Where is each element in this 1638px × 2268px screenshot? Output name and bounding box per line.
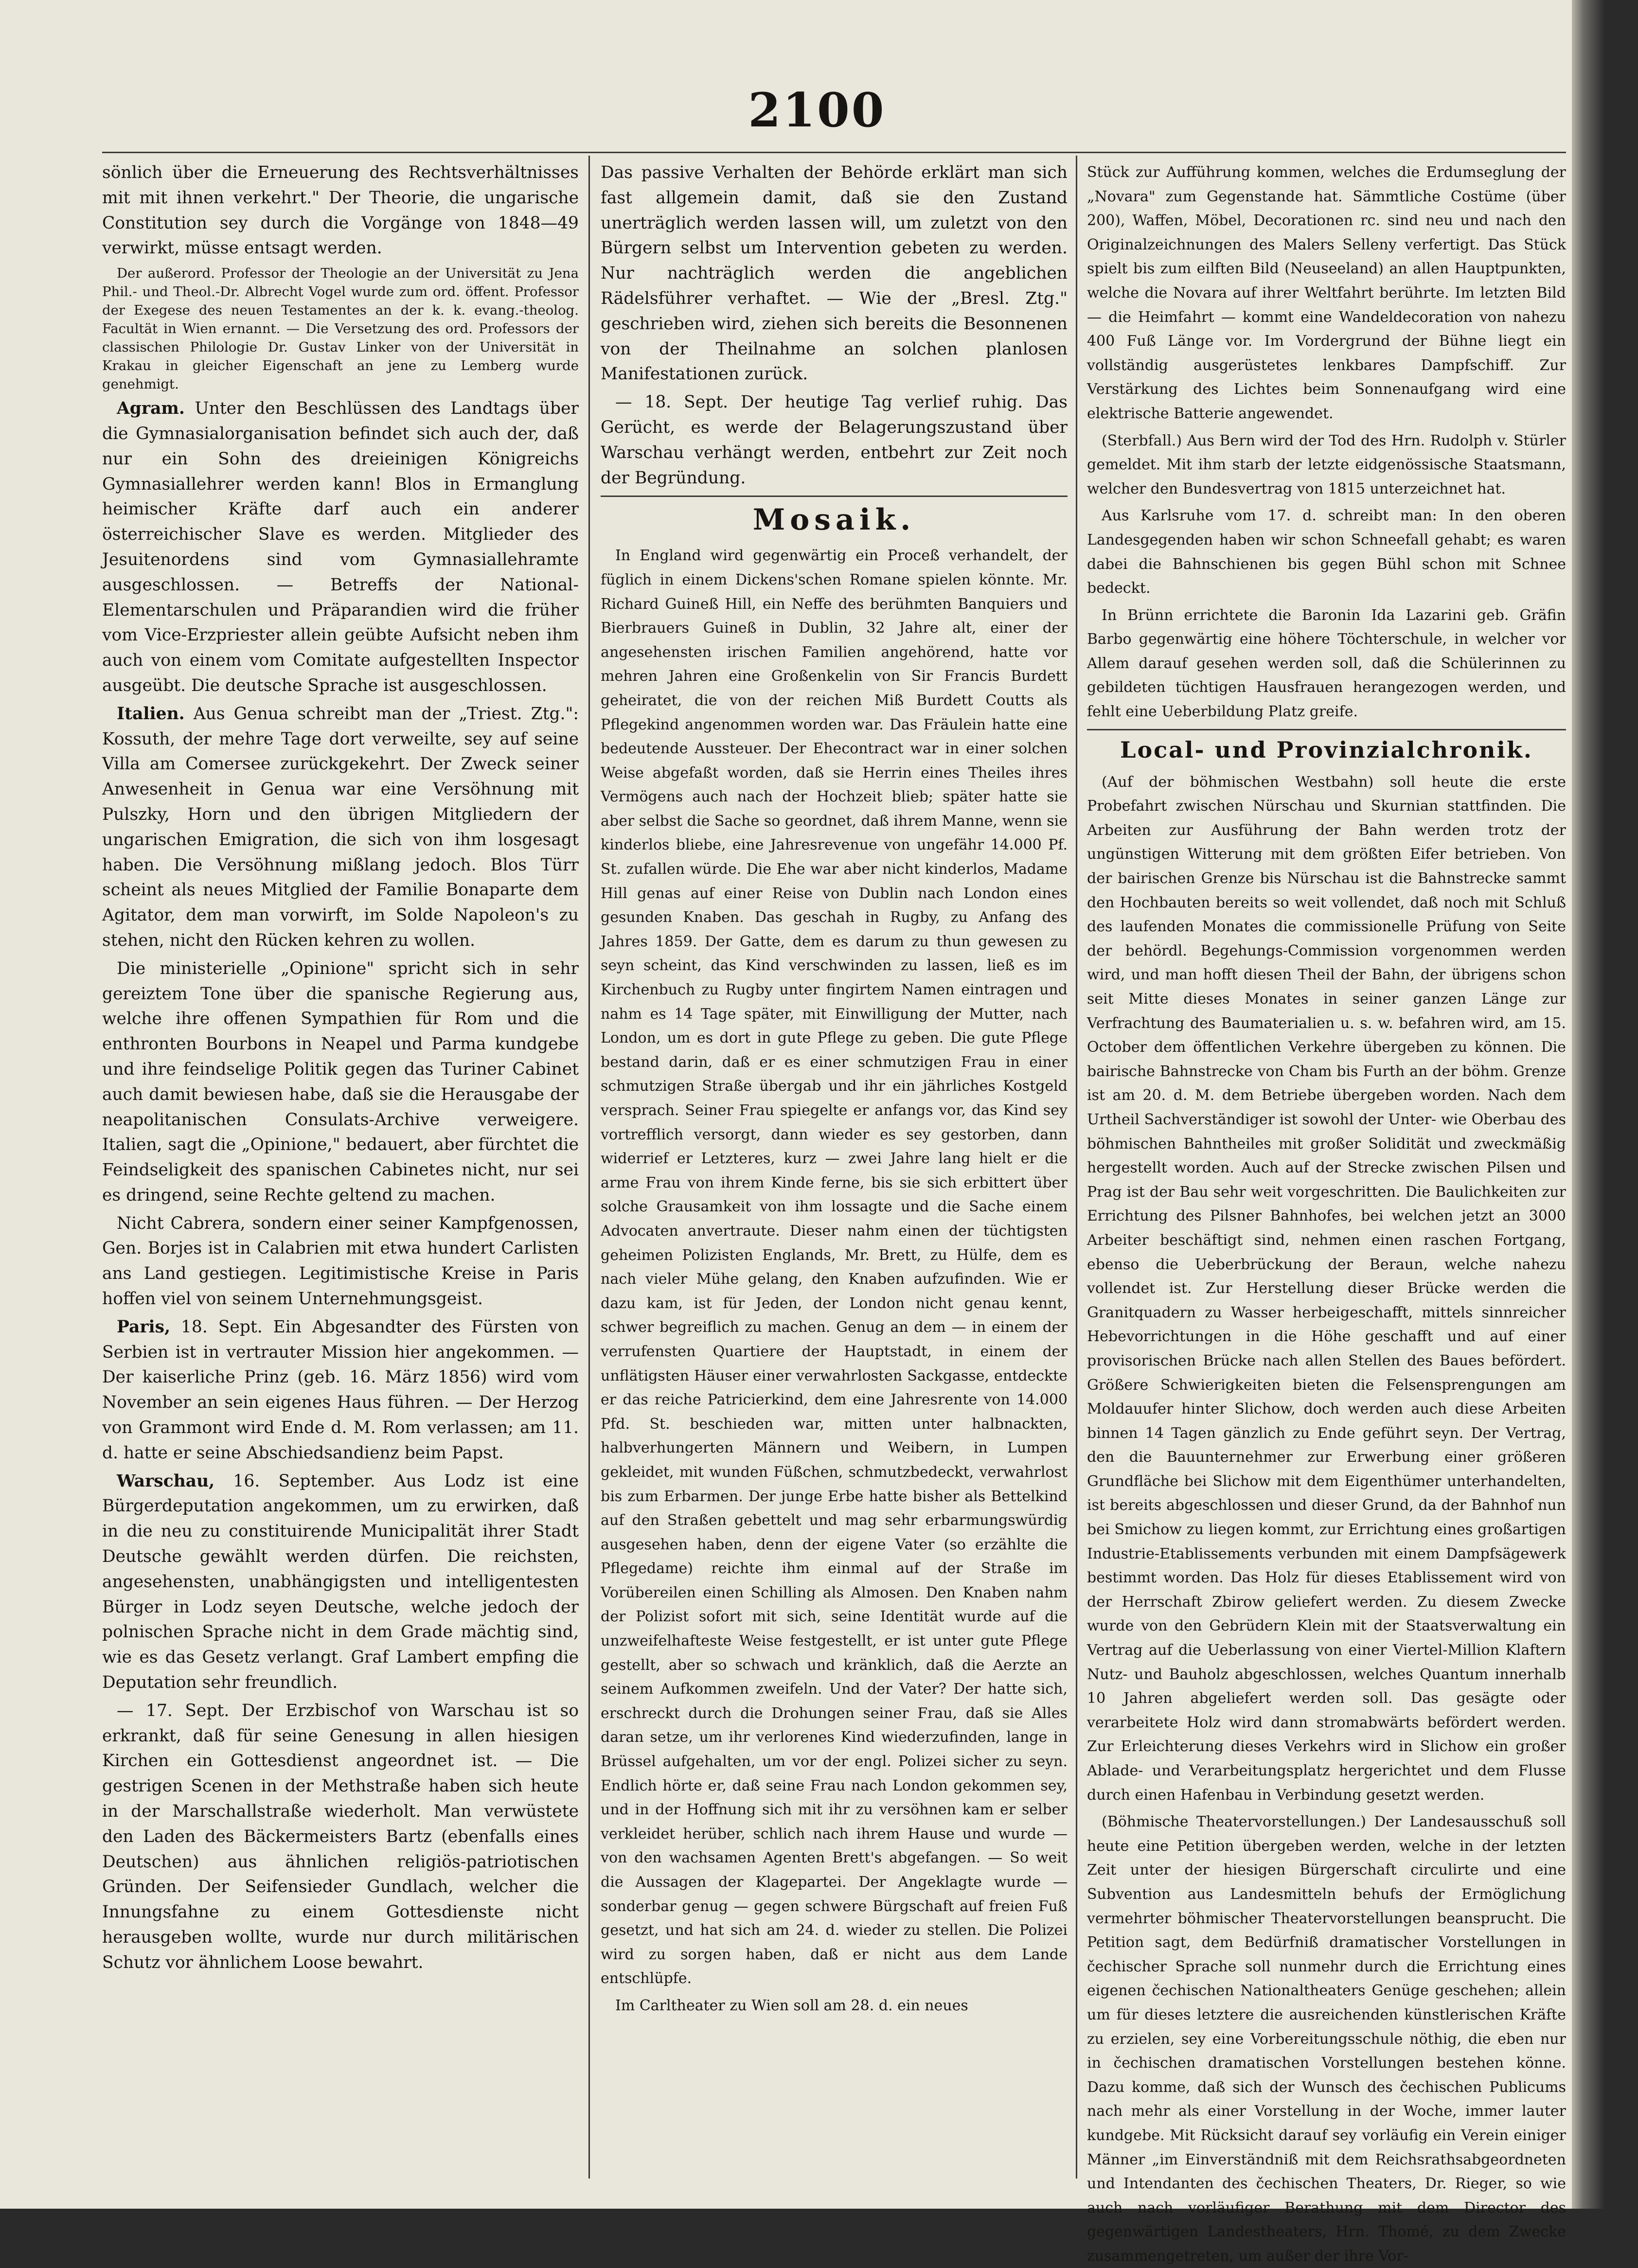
article-paragraph (102, 1315, 579, 1466)
paragraph-text: Nicht Cabrera, sondern einer seiner Kampfgenossen, Gen. Borjes ist in Calabrien mit etwa hundert Carlisten ans Land gestiegen. Legitimistische Kreise in Paris hoffen viel von seinem Unternehmungsgeist. (102, 1213, 579, 1309)
paragraph-text: Der außerord. Professor der Theologie an der Universität zu Jena Phil.- und Theol.-Dr. Albrecht Vogel wurde zum ord. öffent. Professor der Exegese des neuen Testamentes an der k. k. evang.-theolog. Facultät in Wien ernannt. — Die Versetzung des ord. Professors der classischen Philologie Dr. Gustav Linker von der Universität in Krakau in gleicher Eigenschaft an jene zu Lemberg wurde genehmigt. (102, 266, 579, 392)
paragraph-text: 16. September. Aus Lodz ist eine Bürgerdeputation angekommen, um zu erwirken, daß in die neu zu constituirende Municipalität ihrer Stadt Deutsche gewählt werden dürfen. Die reichsten, angesehensten, unabhängigsten und intelligentesten Bürger in Lodz seyen Deutsche, welche jedoch der polnischen Sprache nicht in dem Grade mächtig sind, wie es das Gesetz verlangt. Graf Lambert empfing die Deputation sehr freundlich. (102, 1471, 579, 1693)
article-paragraph (102, 264, 579, 393)
paragraph-text: In Brünn errichtete die Baronin Ida Lazarini geb. Gräfin Barbo gegenwärtig eine höhere Töchterschule, in welcher vor Allem darauf gesehen werden soll, daß die Schülerinnen zu gebildeten tüchtigen Hausfrauen herangezogen werden, und fehlt eine Ueberbildung Platz greife. (1087, 606, 1566, 721)
section-heading-local-chronicle: Local- und Provinzialchronik. (1087, 729, 1566, 767)
column-rule-right (1076, 156, 1077, 2179)
paragraph-text: Unter den Beschlüssen des Landtags über die Gymnasialorganisation befindet sich auch der, daß nur ein Sohn des dreieinigen Königreichs Gymnasiallehrer werden kann! Blos in Ermanglung heimischer Kräfte darf auch ein anderer österreichischer Slave es werden. Mitglieder des Jesuitenordens sind vom Gymnasiallehramte ausgeschlossen. — Betreffs der National-Elementarschulen und Präparandien wird die früher vom Vice-Erzpriester allein geübte Aufsicht neben ihm auch von einem vom Comitate aufgestellten Inspector ausgeübt. Die deutsche Sprache ist ausgeschlossen. (102, 399, 579, 695)
dateline: Italien. (117, 704, 185, 724)
paragraph-text: (Sterbfall.) Aus Bern wird der Tod des Hrn. Rudolph v. Stürler gemeldet. Mit ihm starb der letzte eidgenössische Staatsmann, welcher den Bundesvertrag von 1815 unterzeichnet hat. (1087, 432, 1566, 497)
column-3-chronicle-body (1087, 770, 1566, 2268)
column-3-top (1087, 160, 1566, 724)
article-paragraph (601, 1994, 1068, 2018)
column-1 (102, 160, 579, 2179)
article-paragraph (601, 390, 1068, 491)
dateline: Paris, (117, 1317, 171, 1337)
article-paragraph (1087, 770, 1566, 1807)
paragraph-text: Stück zur Aufführung kommen, welches die Erdumseglung der „Novara" zum Gegenstande hat. Sämmtliche Costüme (über 200), Waffen, Möbel, Decorationen rc. sind neu und nach den Originalzeichnungen des Malers Selleny verfertigt. Das Stück spielt bis zum eilften Bild (Neuseeland) an allen Hauptpunkten, welche die Novara auf ihrer Weltfahrt berührte. Im letzten Bild — die Heimfahrt — kommt eine Wandeldecoration von nahezu 400 Fuß Länge vor. Im Vordergrund der Bühne liegt ein vollständig ausgerüstetes lenkbares Dampfschiff. Zur Verstärkung des Lichtes beim Sonnenaufgang wird eine elektrische Batterie angewendet. (1087, 164, 1566, 422)
paragraph-text: Das passive Verhalten der Behörde erklärt man sich fast allgemein damit, daß sie den Zustand unerträglich werden lassen will, um zuletzt von den Bürgern selbst um Intervention gebeten zu werden. Nur nachträglich werden die angeblichen Rädelsführer verhaftet. — Wie der „Bresl. Ztg." geschrieben wird, ziehen sich bereits die Besonnenen von der Theilnahme an solchen planlosen Manifestationen zurück. (601, 163, 1068, 384)
paragraph-text: Die ministerielle „Opinione" spricht sich in sehr gereiztem Tone über die spanische Regierung aus, welche ihre offenen Sympathien für Rom und die enthronten Bourbons in Neapel und Parma kundgebe und ihre feindselige Politik gegen das Turiner Cabinet auch damit bewiesen habe, daß sie die Herausgabe der neapolitanischen Consulats-Archive verweigere. Italien, sagt die „Opinione," bedauert, aber fürchtet die Feindseligkeit des spanischen Cabinetes nicht, nur sei es dringend, seine Rechte geltend zu machen. (102, 958, 579, 1205)
paragraph-text: — 18. Sept. Der heutige Tag verlief ruhig. Das Gerücht, es werde der Belagerungszustand über Warschau verhängt werden, entbehrt zur Zeit noch der Begründung. (601, 392, 1068, 488)
article-paragraph (102, 957, 579, 1208)
dateline: Warschau, (117, 1471, 215, 1491)
article-paragraph (1087, 504, 1566, 600)
paragraph-text: Aus Genua schreibt man der „Triest. Ztg.": Kossuth, der mehre Tage dort verweilte, sey auf seine Villa am Comersee zurückgekehrt. Der Zweck seiner Anwesenheit in Genua war eine Versöhnung mit Pulszky, Horn und den übrigen Mitgliedern der ungarischen Emigration, die sich von ihm losgesagt haben. Die Versöhnung mißlang jedoch. Blos Türr scheint als neues Mitglied der Familie Bonaparte dem Agitator, dem man vorwirft, im Solde Napoleon's zu stehen, nicht den Rücken kehren zu wollen. (102, 704, 579, 950)
page-number: 2100 (748, 83, 886, 138)
column-2 (601, 160, 1068, 2179)
article-paragraph (601, 544, 1068, 1991)
column-2-mosaik-body (601, 544, 1068, 2018)
paragraph-text: (Auf der böhmischen Westbahn) soll heute die erste Probefahrt zwischen Nürschau und Skurnian stattfinden. Die Arbeiten zur Ausführung der Bahn werden trotz der ungünstigen Witterung mit dem größten Eifer betrieben. Von der bairischen Grenze bis Nürschau ist die Bahnstrecke sammt den Hochbauten bereits so weit vollendet, daß noch mit Schluß des laufenden Monates die commissionelle Prüfung von Seite der behördl. Begehungs-Commission vorgenommen werden wird, und man hofft diesen Theil der Bahn, der übrigens schon seit Mitte dieses Monates in seiner ganzen Länge zur Verfrachtung des Baumaterialien u. s. w. befahren wird, am 15. October dem öffentlichen Verkehre übergeben zu können. Die bairische Bahnstrecke von Cham bis Furth an der böhm. Grenze ist am 20. d. M. dem Betriebe übergeben worden. Nach dem Urtheil Sachverständiger ist sowohl der Unter- wie Oberbau des böhmischen Bahntheiles mit großer Solidität und zweckmäßig hergestellt worden. Auch auf der Strecke zwischen Pilsen und Prag ist der Bau sehr weit vorgeschritten. Die Baulichkeiten zur Errichtung des Pilsner Bahnhofes, bei welchen jetzt an 3000 Arbeiter beschäftigt sind, nehmen einen raschen Fortgang, ebenso die Ueberbrückung der Beraun, welche nahezu vollendet ist. Zur Herstellung dieser Brücke werden die Granitquadern zu Wasser herbeigeschafft, mittels sinnreicher Hebevorrichtungen in die Höhe geschafft und auf einer provisorischen Brücke nach allen Stellen des Baues befördert. Größere Schwierigkeiten bieten die Felsensprengungen am Moldauufer hinter Slichow, doch werden auch diese Arbeiten binnen 14 Tagen gänzlich zu Ende geführt seyn. Der Vertrag, den die Bauunternehmer zur Erwerbung einer größeren Grundfläche bei Slichow mit dem Eigenthümer unterhandelten, ist bereits abgeschlossen und dieser Grund, da der Bahnhof nun bei Smichow zu liegen kommt, zur Errichtung eines großartigen Industrie-Etablissements verbunden mit einem Dampfsägewerk bestimmt worden. Das Holz für dieses Etablissement wird von der Herrschaft Zbirow geliefert werden. Zu diesem Zwecke wurde von den Gebrüdern Klein mit der Staatsverwaltung ein Vertrag auf die Ueberlassung von einer Viertel-Million Klaftern Nutz- und Bauholz abgeschlossen, welches Quantum innerhalb 10 Jahren abgeliefert werden soll. Das gesägte oder verarbeitete Holz wird dann stromabwärts befördert werden. Zur Erleichterung dieses Verkehrs wird in Slichow ein großer Ablade- und Verarbeitungsplatz hergerichtet und dem Flusse durch einen Hafenbau in Verbindung gesetzt werden. (1087, 773, 1566, 1804)
paragraph-text: — 17. Sept. Der Erzbischof von Warschau ist so erkrankt, daß für seine Genesung in allen hiesigen Kirchen ein Gottesdienst angeordnet ist. — Die gestrigen Scenen in der Methstraße haben sich heute in der Marschallstraße wiederholt. Man verwüstete den Laden des Bäckermeisters Bartz (ebenfalls eines Deutschen) aus ähnlichen religiös-patriotischen Gründen. Der Seifensieder Gundlach, welcher die Innungsfahne zu einem Gottesdienste nicht herausgeben wollte, wurde nur durch militärischen Schutz vor ähnlichem Loose bewahrt. (102, 1701, 579, 1972)
article-paragraph (102, 160, 579, 261)
article-paragraph (102, 396, 579, 699)
column-rule-left (588, 156, 590, 2179)
page-edge-shadow (1572, 0, 1605, 2209)
article-paragraph (1087, 1810, 1566, 2268)
paragraph-text: In England wird gegenwärtig ein Proceß verhandelt, der füglich in einem Dickens'schen Romane spielen könnte. Mr. Richard Guineß Hill, ein Neffe des berühmten Banquiers und Bierbrauers Guineß in Dublin, 32 Jahre alt, einer der angesehensten irischen Familien angehörend, hatte vor mehren Jahren eine Großenkelin von Sir Francis Burdett geheiratet, die von der reichen Miß Burdett Coutts als Pflegekind angenommen worden war. Das Fräulein hatte eine bedeutende Aussteuer. Der Ehecontract war in einer solchen Weise abgefaßt worden, daß sie Herrin eines Theiles ihres Vermögens auch nach der Hochzeit blieb; später hatte sie aber selbst die Sache so geordnet, daß ihrem Manne, wenn sie kinderlos bliebe, eine Jahresrevenue von ungefähr 14.000 Pf. St. zufallen würde. Die Ehe war aber nicht kinderlos, Madame Hill genas auf einer Reise von Dublin nach London eines gesunden Knaben. Das geschah in Rugby, zu Anfang des Jahres 1859. Der Gatte, dem es darum zu thun gewesen zu seyn scheint, das Kind verschwinden zu lassen, ließ es im Kirchenbuch zu Rugby unter fingirtem Namen eintragen und nahm es 14 Tage später, mit Einwilligung der Mutter, nach London, um es dort in gute Pflege zu geben. Die gute Pflege bestand darin, daß er es einer schmutzigen Frau in einer schmutzigen Straße übergab und ihr ein jährliches Kostgeld versprach. Seiner Frau spiegelte er anfangs vor, das Kind sey vortrefflich versorgt, dann wieder es sey gestorben, dann widerrief er Letzteres, kurz — zwei Jahre lang hielt er die arme Frau von ihrem Kinde ferne, bis sie sich erbittert über solche Grausamkeit von ihm lossagte und die Sache einem Advocaten anvertraute. Dieser nahm einen der tüchtigsten geheimen Polizisten Englands, Mr. Brett, zu Hülfe, dem es nach vieler Mühe gelang, den Knaben aufzufinden. Wie er dazu kam, ist für Jeden, der London nicht genau kennt, schwer begreiflich zu machen. Genug an dem — in einem der verrufensten Quartiere der Hauptstadt, in einem der unflätigsten Häuser einer verwahrlosten Sackgasse, entdeckte er das reiche Patricierkind, dem eine Jahresrente von 14.000 Pfd. St. beschieden war, mitten unter halbnackten, halbverhungerten Männern und Weibern, in Lumpen gekleidet, mit wunden Füßchen, schmutzbedeckt, verwahrlost bis zum Erbarmen. Der junge Erbe hatte bisher als Bettelkind auf den Straßen gebettelt und mag sehr erbarmungswürdig ausgesehen haben, denn der eigene Vater (so erzählte die Pflegedame) reichte ihm einmal auf der Straße im Vorübereilen einen Schilling als Almosen. Den Knaben nahm der Polizist sofort mit sich, seine Identität wurde auf die unzweifelhafteste Weise festgestellt, er ist unter gute Pflege gestellt, aber so schwach und kränklich, daß die Aerzte an seinem Aufkommen zweifeln. Und der Vater? Der hatte sich, erschreckt durch die Drohungen seiner Frau, daß sie Alles daran setze, um ihr verlorenes Kind wiederzufinden, lange in Brüssel aufgehalten, um vor der engl. Polizei sicher zu seyn. Endlich hörte er, daß seine Frau nach London gekommen sey, und in der Hoffnung sich mit ihr zu versöhnen kam er selber verkleidet herüber, schlich nach ihrem Hause und wurde — von den wachsamen Agenten Brett's abgefangen. — So weit die Aussagen der Klagepartei. Der Angeklagte wurde — sonderbar genug — gegen schwere Bürgschaft auf freien Fuß gesetzt, und hat sich am 24. d. wieder zu stellen. Die Polizei wird zu sorgen haben, daß er nicht aus dem Lande entschlüpfe. (601, 547, 1068, 1987)
paragraph-text: sönlich über die Erneuerung des Rechtsverhältnisses mit mit ihnen verkehrt." Der Theorie, die ungarische Constitution sey durch die Vorgänge von 1848—49 verwirkt, müsse entsagt werden. (102, 163, 579, 258)
article-paragraph (102, 1211, 579, 1312)
article-paragraph (102, 1699, 579, 1976)
column-3 (1087, 160, 1566, 2265)
header-rule (102, 152, 1566, 153)
article-paragraph (102, 702, 579, 954)
dateline: Agram. (117, 399, 185, 419)
column-2-top (601, 160, 1068, 491)
section-heading-mosaik: Mosaik. (601, 496, 1068, 541)
paragraph-text: Im Carltheater zu Wien soll am 28. d. ein neues (615, 1997, 968, 2014)
article-paragraph (1087, 160, 1566, 426)
article-paragraph (1087, 429, 1566, 501)
article-paragraph (1087, 603, 1566, 724)
paragraph-text: Aus Karlsruhe vom 17. d. schreibt man: In den oberen Landesgegenden haben wir schon Schneefall gehabt; es waren dabei die Bahnschienen bis gegen Bühl schon mit Schnee bedeckt. (1087, 507, 1566, 597)
article-paragraph (102, 1469, 579, 1696)
article-paragraph (601, 160, 1068, 387)
paragraph-text: 18. Sept. Ein Abgesandter des Fürsten von Serbien ist in vertrauter Mission hier angekommen. — Der kaiserliche Prinz (geb. 16. März 1856) wird vom November an sein eigenes Haus führen. — Der Herzog von Grammont wird Ende d. M. Rom verlassen; am 11. d. hatte er seine Abschiedsandienz beim Papst. (102, 1317, 579, 1463)
paragraph-text: (Böhmische Theatervorstellungen.) Der Landesausschuß soll heute eine Petition übergeben werden, welche in der letzten Zeit unter der hiesigen Bürgerschaft circulirte und eine Subvention aus Landesmitteln behufs der Ermöglichung vermehrter böhmischer Theatervorstellungen beansprucht. Die Petition sagt, dem Bedürfniß dramatischer Vorstellungen in čechischer Sprache soll nunmehr durch die Errichtung eines eigenen čechischen Nationaltheaters Genüge geschehen; allein um für dieses letztere die ausreichenden künstlerischen Kräfte zu erzielen, sey eine Vorbereitungsschule nöthig, die eben nur in čechischen dramatischen Vorstellungen bestehen könne. Dazu komme, daß sich der Wunsch des čechischen Publicums nach mehr als einer Vorstellung in der Woche, immer lauter kundgebe. Mit Rücksicht darauf sey vorläufig ein Verein einiger Männer „im Einverständniß mit dem Reichsrathsabgeordneten und Intendanten des čechischen Theaters, Dr. Rieger, so wie auch nach vorläufiger Berathung mit dem Director des gegenwärtigen Landestheaters, Hrn. Thomé, zu dem Zwecke zusammengetreten, um außer der ihre Vor- (1087, 1813, 1566, 2265)
